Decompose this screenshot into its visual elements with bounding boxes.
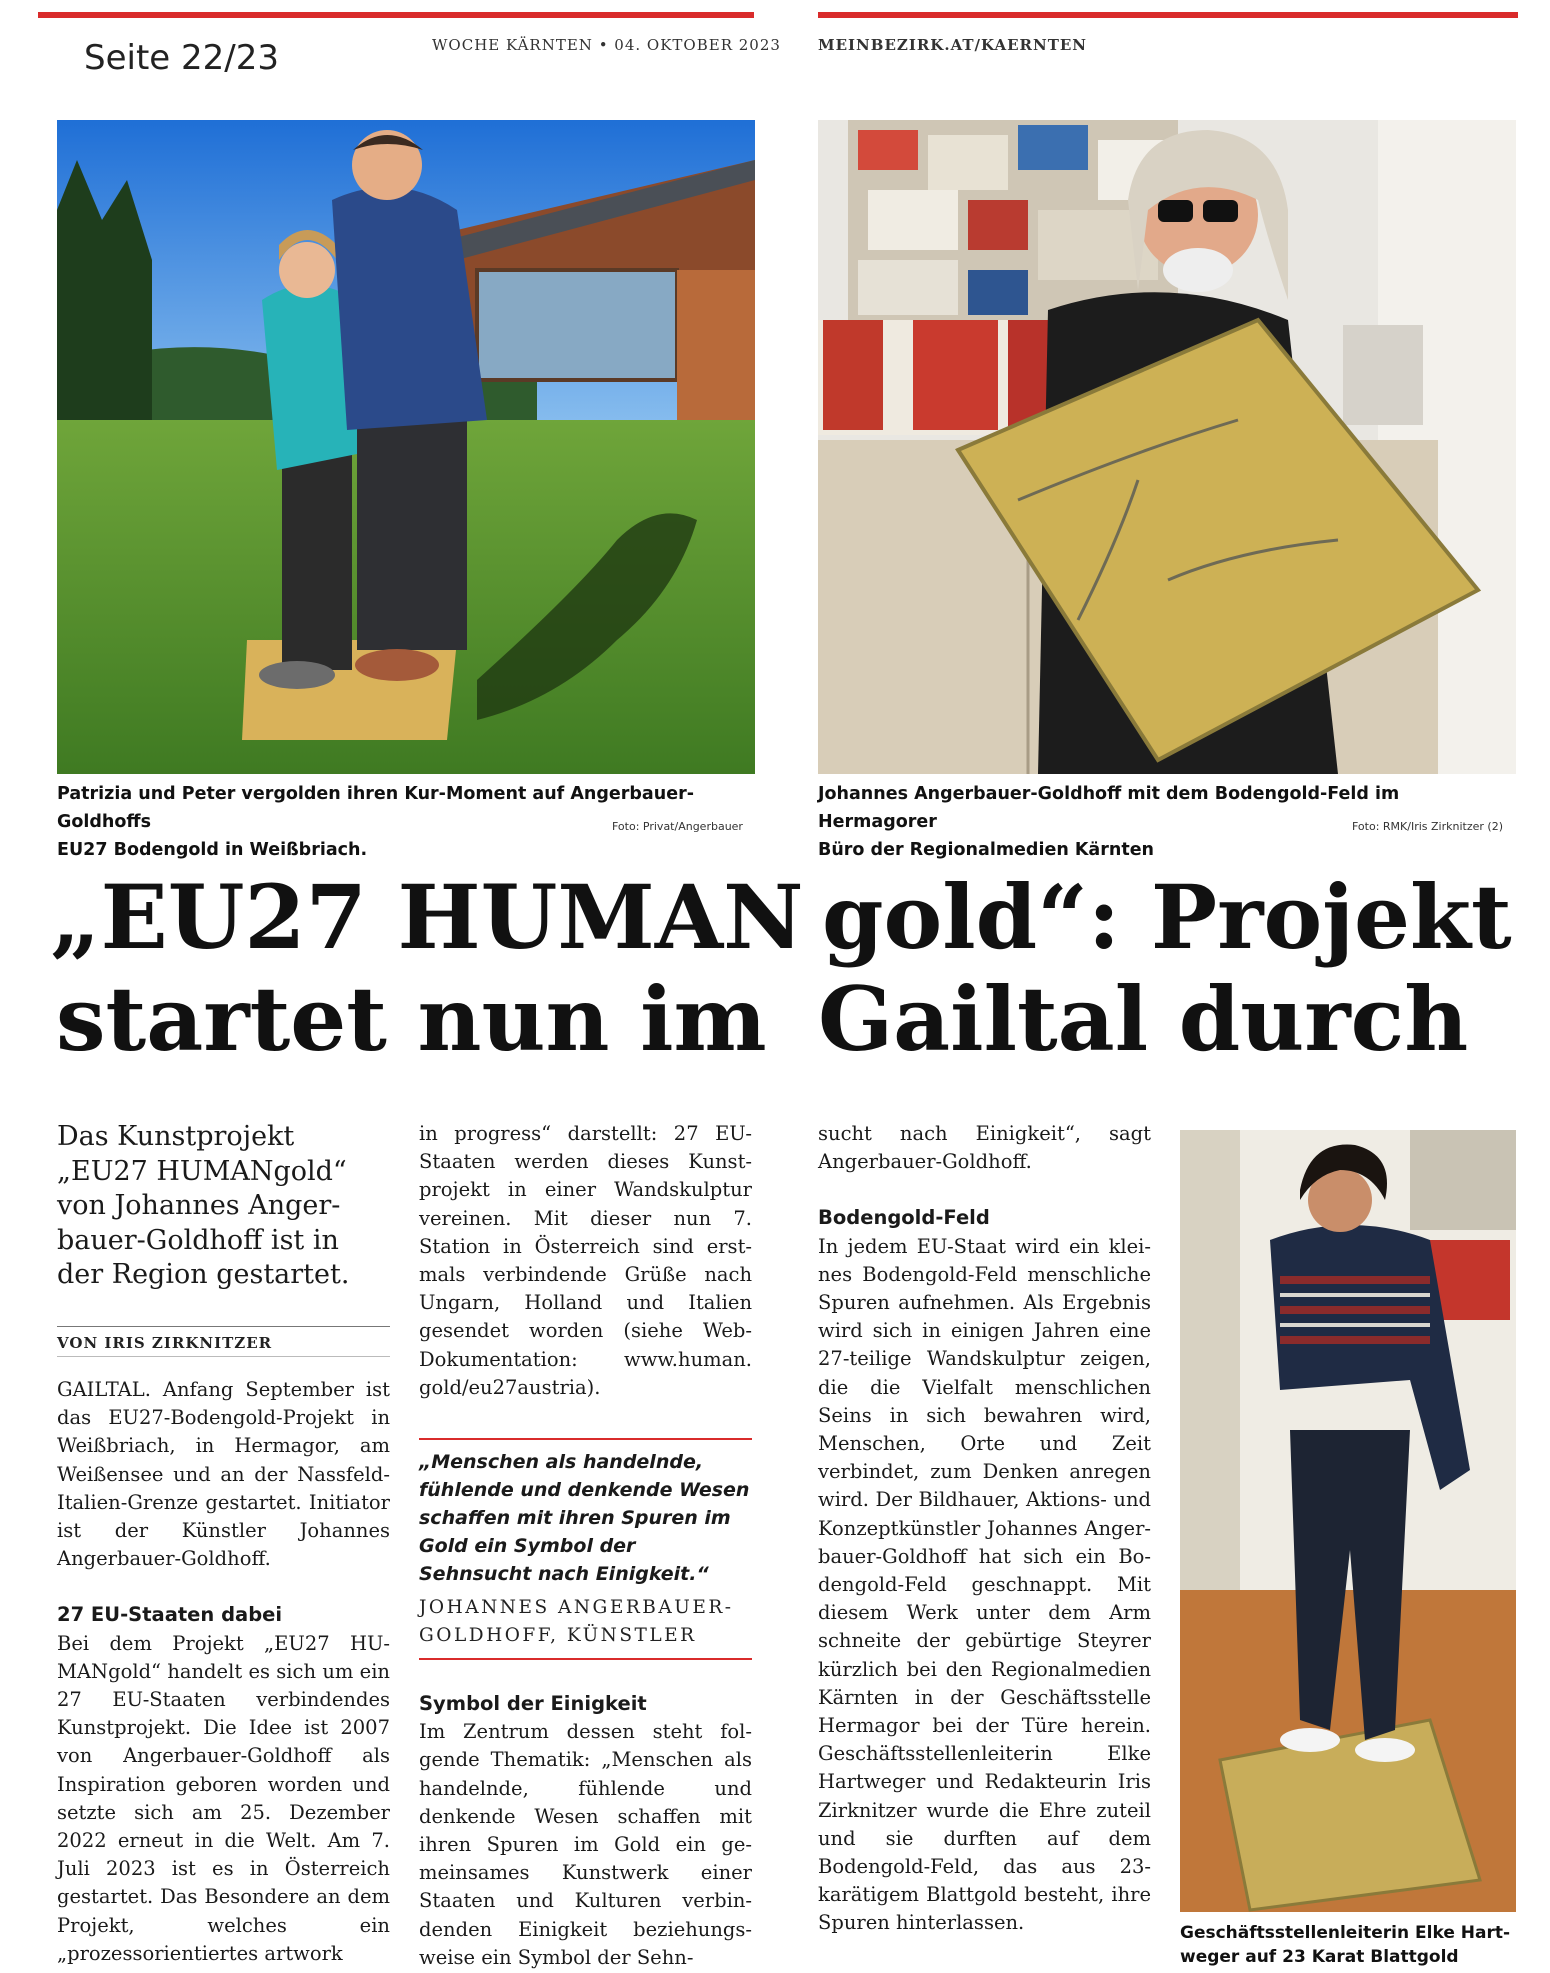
- lead-line: Das Kunstprojekt: [57, 1121, 295, 1152]
- byline-rule: [57, 1326, 390, 1327]
- caption-left-line2: EU27 Bodengold in Weißbriach.: [57, 840, 368, 860]
- headline-left-line1: „EU27 HUMAN: [50, 865, 804, 969]
- pull-quote: „Menschen als handelnde, fühlende und denkende Wesen schaffen mit ihren Spuren im Gold ein Symbol der Sehnsucht nach Einigkeit.“: [419, 1451, 750, 1585]
- column-1: [57, 1376, 390, 1968]
- column-2: [419, 1120, 752, 1402]
- caption-right-line1: Johannes Angerbauer-Goldhoff mit dem Bodengold-Feld im Hermagorer: [818, 784, 1400, 832]
- headline-right-line2: Gailtal durch: [818, 967, 1469, 1071]
- article-lead: [57, 1120, 397, 1293]
- byline: VON IRIS ZIRKNITZER: [57, 1334, 273, 1352]
- caption-bottom-photo: [1180, 1920, 1520, 1947]
- byline-rule-bottom: [57, 1356, 390, 1357]
- subhead-bodengold-feld: Bodengold-Feld: [818, 1206, 990, 1230]
- credit-right-photo: Foto: RMK/Iris Zirknitzer (2): [1352, 820, 1503, 833]
- column-2-paragraph-2: Im Zentrum dessen steht folgende Thematik: „Menschen als handelnde, fühlende und denkende Wesen schaffen mit ihren Spuren im Gold ein gemeinsames Kunstwerk einer Staaten und Kulturen verbindenden Einigkeit beziehungsweise ein Symbol der Sehn-: [419, 1720, 752, 1969]
- photo-woman-on-gold-field: [1180, 1130, 1516, 1912]
- quote-author-line2: GOLDHOFF, KÜNSTLER: [419, 1625, 697, 1646]
- right-masthead: MEINBEZIRK.AT/KAERNTEN: [818, 36, 1088, 54]
- quote-author-line1: JOHANNES ANGERBAUER-: [419, 1597, 734, 1618]
- headline-right-line1: gold“: Projekt: [822, 865, 1512, 969]
- photo-couple-on-lawn: [57, 120, 755, 774]
- column-3-paragraph-2: In jedem EU-Staat wird ein kleines Bodengold-Feld menschliche Spuren aufnehmen. Als Ergebnis wird sich in einigen Jahren eine 27-teilige Wandskulptur zeigen, die die Vielfalt menschlichen Seins in sich bewahren wird, Menschen, Orte und Zeit verbindet, zum Denken anregen wird. Der Bildhauer, Aktions- und Konzeptkünstler Johannes Angerbauer-Goldhoff hat sich ein Bodengold-Feld geschnappt. Mit diesem Werk unter dem Arm schneite der gebürtige Steyrer kürzlich bei den Regionalmedien Kärnten in der Geschäftsstelle Hermagor bei der Türe herein. Geschäftsstellenleiterin Elke Hartweger und Redakteurin Iris Zirknitzer wurde die Ehre zuteil und sie durften auf dem Bodengold-Feld, das aus 23-karätigem Blattgold besteht, ihre Spuren hinterlassen.: [818, 1234, 1151, 1935]
- credit-left-photo: Foto: Privat/Angerbauer: [612, 820, 743, 833]
- subhead-27-eu-staaten: 27 EU-Staaten dabei: [57, 1603, 283, 1627]
- caption-bottom-line2: weger auf 23 Karat Blattgold: [1180, 1947, 1459, 1967]
- headline-left-line2: startet nun im: [56, 967, 767, 1071]
- lead-line: von Johannes Anger-: [57, 1190, 341, 1221]
- column-1-paragraph-2: Bei dem Projekt „EU27 HUMANgold“ handelt es sich um ein 27 EU-Staaten verbindendes Kunstprojekt. Die Idee ist 2007 von Angerbauer-Goldhoff als Inspiration geboren worden und setzte sich am 25. Dezember 2022 erneut in die Welt. Am 7. Juli 2023 ist es in Österreich gestartet. Das Besondere an dem Projekt, welches ein „prozessorientiertes artwork: [57, 1631, 390, 1965]
- column-1-paragraph-1: GAILTAL. Anfang September ist das EU27-Bodengold-Projekt in Weißbriach, in Hermagor, am Weißensee und an der Nassfeld-Italien-Grenze gestartet. Initiator ist der Künstler Johannes Angerbauer-Goldhoff.: [57, 1378, 390, 1571]
- photo-artist-with-gold-panel: [818, 120, 1516, 774]
- lead-line: der Region gestartet.: [57, 1259, 350, 1290]
- caption-bottom-photo-line2: [1180, 1944, 1520, 1971]
- lead-line: bauer-Goldhoff ist in: [57, 1224, 339, 1256]
- page-number-label: Seite 22/23: [84, 38, 279, 78]
- column-3: [818, 1120, 1151, 1938]
- lead-line: „EU27 HUMANgold“: [57, 1155, 347, 1187]
- caption-right-line2: Büro der Regionalmedien Kärnten: [818, 840, 1155, 860]
- column-2-paragraph-1: in progress“ darstellt: 27 EU-Staaten werden dieses Kunstprojekt in einer Wandskulptur vereinen. Mit dieser nun 7. Station in Österreich sind erstmals verbindende Grüße nach Ungarn, Holland und Italien gesendet worden (siehe Web-Dokumentation: www.human. gold/eu27austria).: [419, 1122, 752, 1399]
- caption-left-line1: Patrizia und Peter vergolden ihren Kur-Moment auf Angerbauer-Goldhoffs: [57, 784, 694, 832]
- pull-quote-author: [419, 1594, 759, 1650]
- column-2-lower: [419, 1690, 752, 1972]
- subhead-symbol-der-einigkeit: Symbol der Einigkeit: [419, 1692, 647, 1715]
- quote-rule-top: [419, 1438, 752, 1440]
- top-rule-left: [38, 12, 754, 18]
- left-masthead: WOCHE KÄRNTEN • 04. OKTOBER 2023: [432, 36, 781, 54]
- quote-rule-bottom: [419, 1658, 752, 1660]
- caption-bottom-line1: Geschäftsstellenleiterin Elke Hart-: [1180, 1923, 1511, 1943]
- top-rule-right: [818, 12, 1518, 18]
- column-3-paragraph-1: sucht nach Einigkeit“, sagt Angerbauer-Goldhoff.: [818, 1122, 1151, 1174]
